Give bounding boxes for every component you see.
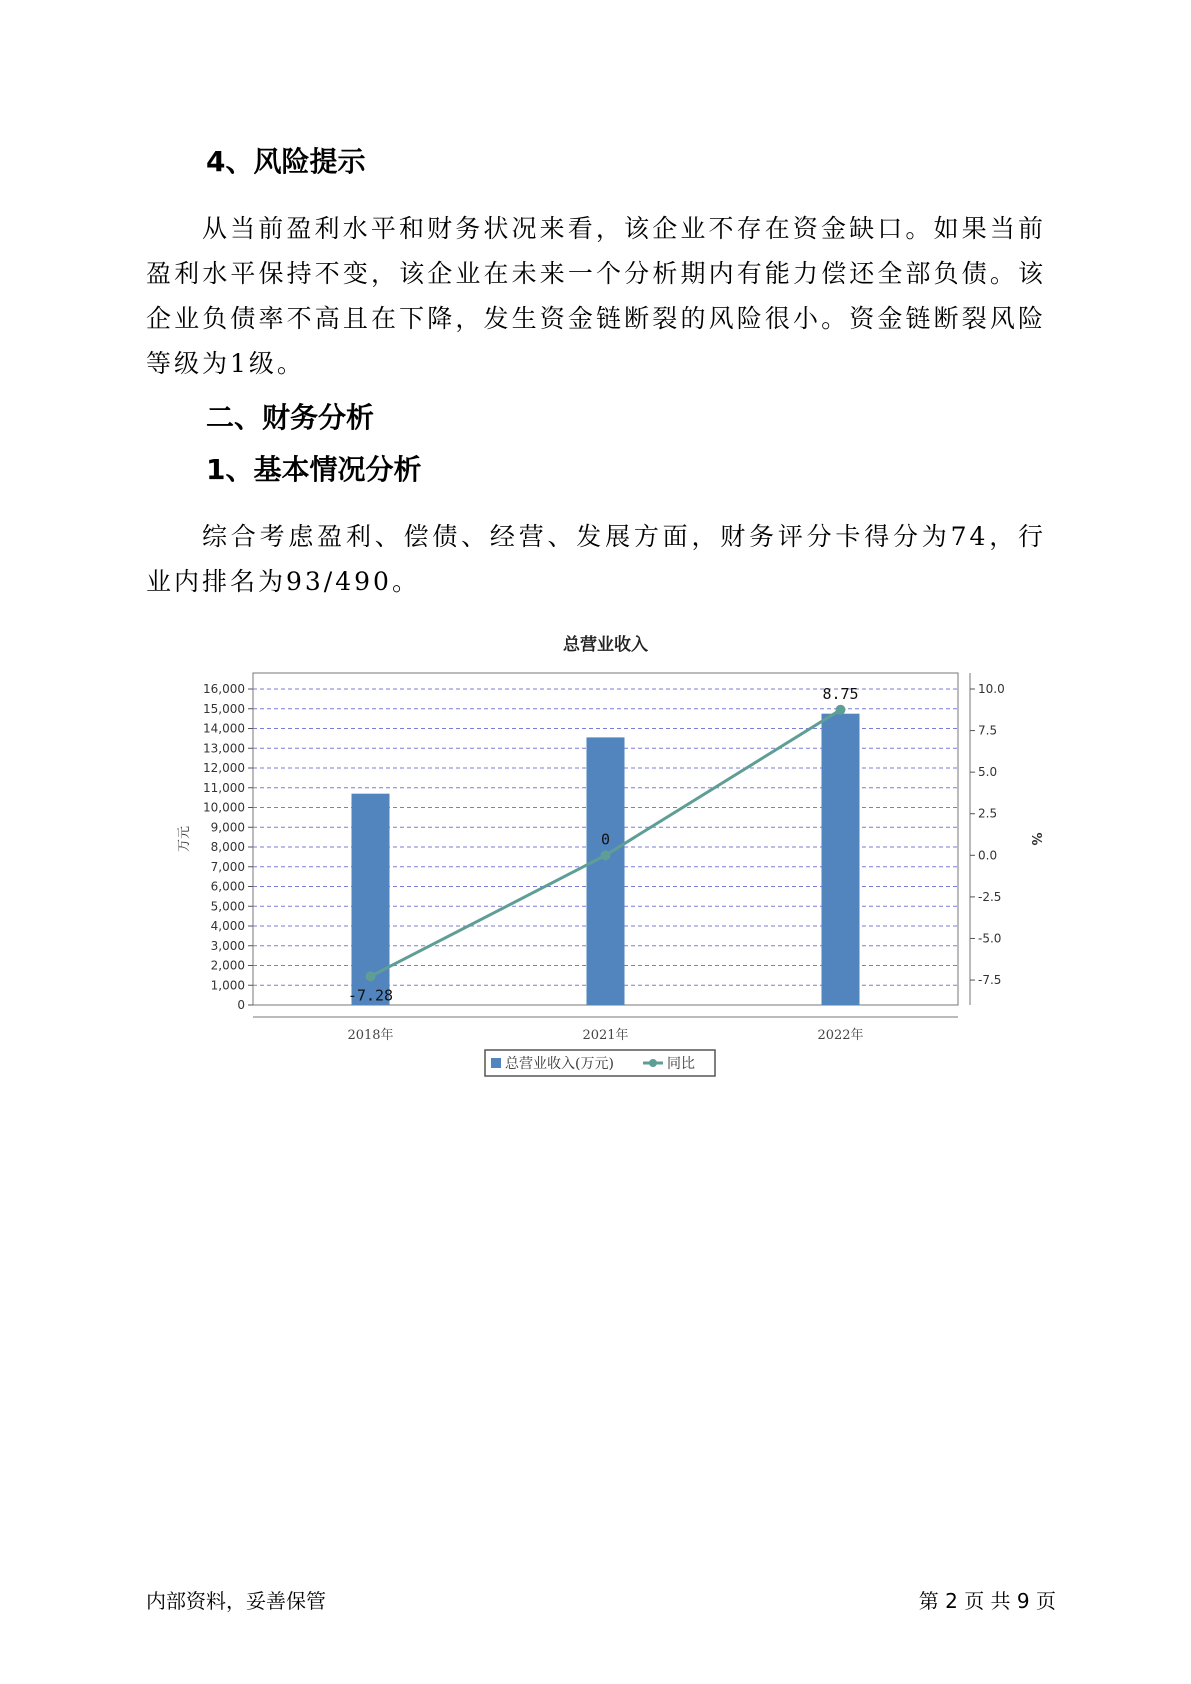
y2-tick-label: 7.5 — [978, 723, 998, 738]
y-tick-label: 0 — [237, 998, 245, 1012]
y2-tick-label: -5.0 — [978, 931, 1002, 946]
point-yoy — [601, 850, 611, 860]
y-tick-label: 3,000 — [210, 938, 245, 953]
legend-swatch-revenue — [491, 1058, 501, 1068]
y-tick-label: 14,000 — [203, 721, 245, 736]
y-tick-label: 10,000 — [203, 800, 245, 815]
section-heading-basic-analysis: 1、基本情况分析 — [206, 453, 422, 486]
x-tick-label: 2022年 — [817, 1028, 864, 1043]
y2-tick-label: 0.0 — [978, 848, 998, 863]
y-tick-label: 11,000 — [203, 780, 245, 795]
y-tick-label: 4,000 — [210, 919, 245, 933]
legend-label-revenue: 总营业收入(万元) — [505, 1056, 614, 1072]
y2-axis-title: % — [1028, 832, 1043, 846]
y2-tick-label: -2.5 — [978, 889, 1002, 904]
y2-tick-label: -7.5 — [978, 973, 1002, 988]
paragraph-risk: 从当前盈利水平和财务状况来看，该企业不存在资金缺口。如果当前盈利水平保持不变，该企业在未来一个分析期内有能力偿还全部负债。该企业负债率不高且在下降，发生资金链断裂的风险很小。资金链断裂风险等级为1级。 — [146, 214, 1046, 378]
legend-marker-yoy — [649, 1059, 657, 1067]
y-tick-label: 8,000 — [210, 840, 245, 854]
y-tick-label: 15,000 — [203, 701, 245, 716]
data-label-yoy: 8.75 — [822, 684, 859, 703]
x-tick-label: 2021年 — [582, 1028, 629, 1043]
bar-revenue — [822, 714, 860, 1005]
section-heading-financial-analysis: 二、财务分析 — [206, 401, 375, 434]
y-tick-label: 2,000 — [210, 958, 245, 973]
legend-label-yoy: 同比 — [667, 1056, 695, 1072]
chart-title: 总营业收入 — [563, 635, 648, 655]
revenue-chart — [160, 620, 1060, 1090]
footer-page-number: 第 2 页 共 9 页 — [918, 1589, 1056, 1613]
y2-tick-label: 5.0 — [978, 765, 998, 780]
data-label-yoy: -7.28 — [347, 986, 394, 1005]
y-tick-label: 9,000 — [210, 820, 245, 835]
data-label-yoy: 0 — [600, 830, 611, 849]
y-tick-label: 7,000 — [210, 859, 245, 874]
y-tick-label: 16,000 — [203, 682, 245, 696]
point-yoy — [836, 705, 846, 715]
bar-revenue — [587, 737, 625, 1005]
y-tick-label: 12,000 — [203, 761, 245, 775]
x-tick-label: 2018年 — [347, 1028, 394, 1043]
y-tick-label: 13,000 — [203, 741, 245, 756]
section-heading-risk: 4、风险提示 — [206, 145, 366, 178]
point-yoy — [366, 971, 376, 981]
footer-confidential: 内部资料，妥善保管 — [146, 1589, 326, 1613]
y2-tick-label: 2.5 — [978, 806, 998, 821]
y-tick-label: 6,000 — [210, 879, 245, 894]
y-tick-label: 5,000 — [210, 899, 245, 914]
y-axis-title: 万元 — [177, 825, 192, 853]
paragraph-basic: 综合考虑盈利、偿债、经营、发展方面，财务评分卡得分为74，行业内排名为93/490。 — [146, 522, 1046, 596]
y2-tick-label: 10.0 — [978, 682, 1005, 696]
y-tick-label: 1,000 — [210, 978, 245, 993]
